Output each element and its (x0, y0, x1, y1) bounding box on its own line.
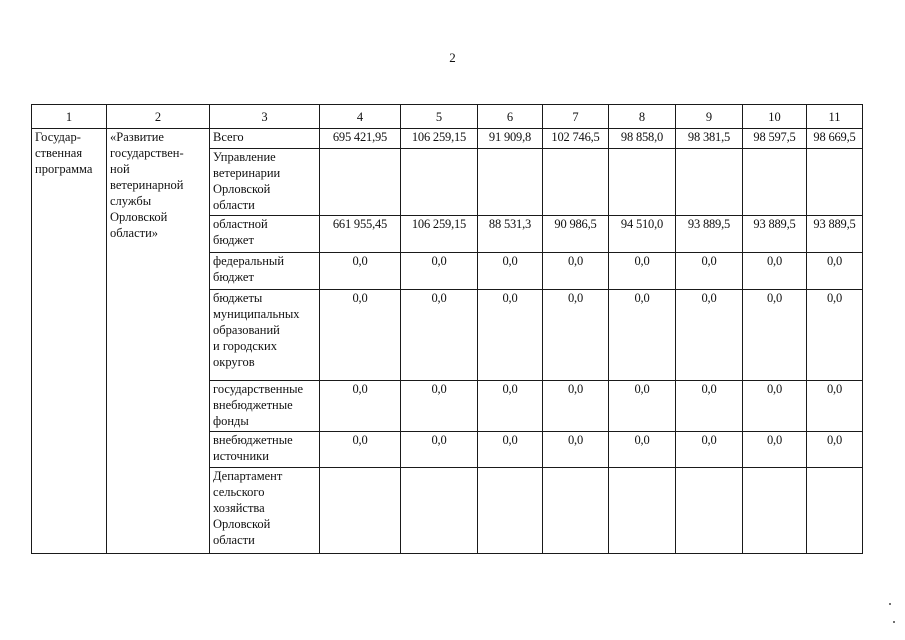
row-label-line: Департамент (213, 469, 283, 483)
value-cell: 0,0 (478, 290, 543, 381)
value-cell: 0,0 (807, 290, 863, 381)
program-name-line: области» (110, 226, 159, 240)
row-label-line: области (213, 533, 255, 547)
value-cell: 102 746,5 (543, 129, 609, 149)
value-cell: 98 858,0 (609, 129, 676, 149)
value-cell: 0,0 (478, 253, 543, 290)
program-name-cell (107, 129, 210, 554)
value-cell: 0,0 (743, 381, 807, 432)
value-cell: 0,0 (676, 381, 743, 432)
value-cell: 0,0 (320, 290, 401, 381)
value-cell: 0,0 (543, 290, 609, 381)
row-label-line: Орловской (213, 517, 271, 531)
row-label-line: Орловской (213, 182, 271, 196)
row-label-cell (210, 253, 320, 290)
program-name-line: государствен- (110, 146, 184, 160)
value-cell: 0,0 (543, 432, 609, 468)
value-cell: 0,0 (676, 290, 743, 381)
value-cell: 0,0 (478, 432, 543, 468)
row-label-cell (210, 468, 320, 554)
row-label-line: бюджет (213, 233, 254, 247)
value-cell (609, 468, 676, 554)
value-cell (478, 468, 543, 554)
row-label-line: источники (213, 449, 269, 463)
header-cell: 5 (401, 105, 478, 129)
row-label-line: бюджеты (213, 291, 263, 305)
value-cell (401, 149, 478, 216)
row-label-line: Управление (213, 150, 276, 164)
value-cell: 0,0 (743, 432, 807, 468)
value-cell: 0,0 (609, 253, 676, 290)
budget-table (31, 104, 863, 554)
value-cell: 93 889,5 (743, 216, 807, 253)
value-cell: 0,0 (543, 381, 609, 432)
row-label-line: внебюджетные (213, 433, 293, 447)
table-row (32, 129, 863, 149)
header-cell: 1 (32, 105, 107, 129)
row-label-line: фонды (213, 414, 249, 428)
value-cell (743, 149, 807, 216)
program-name-line: «Развитие (110, 130, 164, 144)
scan-speck (893, 621, 895, 623)
value-cell: 661 955,45 (320, 216, 401, 253)
program-type-cell (32, 129, 107, 554)
program-type-line: Государ- (35, 130, 81, 144)
row-label-line: внебюджетные (213, 398, 293, 412)
value-cell: 0,0 (543, 253, 609, 290)
value-cell (320, 149, 401, 216)
value-cell: 0,0 (807, 381, 863, 432)
row-label-line: сельского (213, 485, 265, 499)
row-label-cell (210, 432, 320, 468)
header-cell: 4 (320, 105, 401, 129)
value-cell (401, 468, 478, 554)
value-cell: 0,0 (609, 432, 676, 468)
row-label-line: хозяйства (213, 501, 265, 515)
value-cell: 0,0 (743, 290, 807, 381)
value-cell: 0,0 (743, 253, 807, 290)
value-cell (609, 149, 676, 216)
value-cell (320, 468, 401, 554)
row-label-line: муниципальных (213, 307, 300, 321)
row-label-line: федеральный (213, 254, 285, 268)
value-cell: 0,0 (676, 253, 743, 290)
header-row (32, 105, 863, 129)
value-cell: 93 889,5 (676, 216, 743, 253)
row-label-line: Всего (213, 130, 244, 144)
value-cell: 98 597,5 (743, 129, 807, 149)
row-label-line: и городских (213, 339, 277, 353)
value-cell: 0,0 (676, 432, 743, 468)
header-cell: 6 (478, 105, 543, 129)
value-cell: 0,0 (320, 381, 401, 432)
value-cell: 0,0 (320, 432, 401, 468)
value-cell: 90 986,5 (543, 216, 609, 253)
value-cell: 0,0 (401, 290, 478, 381)
value-cell: 98 381,5 (676, 129, 743, 149)
row-label-line: областной (213, 217, 268, 231)
header-cell: 7 (543, 105, 609, 129)
value-cell: 91 909,8 (478, 129, 543, 149)
value-cell (543, 468, 609, 554)
header-cell: 8 (609, 105, 676, 129)
value-cell: 106 259,15 (401, 129, 478, 149)
header-cell: 11 (807, 105, 863, 129)
program-name-line: ветеринарной (110, 178, 184, 192)
program-type-line: ственная (35, 146, 83, 160)
value-cell (676, 468, 743, 554)
row-label-cell (210, 290, 320, 381)
row-label-cell (210, 129, 320, 149)
scan-speck (889, 603, 891, 605)
value-cell: 0,0 (609, 381, 676, 432)
row-label-cell (210, 381, 320, 432)
value-cell: 0,0 (478, 381, 543, 432)
value-cell: 695 421,95 (320, 129, 401, 149)
value-cell: 0,0 (807, 432, 863, 468)
row-label-line: образований (213, 323, 280, 337)
header-cell: 2 (107, 105, 210, 129)
value-cell: 106 259,15 (401, 216, 478, 253)
header-cell: 3 (210, 105, 320, 129)
value-cell (807, 468, 863, 554)
row-label-line: государственные (213, 382, 304, 396)
program-name-line: службы (110, 194, 152, 208)
value-cell: 0,0 (401, 432, 478, 468)
row-label-line: бюджет (213, 270, 254, 284)
row-label-line: округов (213, 355, 255, 369)
header-cell: 10 (743, 105, 807, 129)
header-cell: 9 (676, 105, 743, 129)
row-label-line: области (213, 198, 255, 212)
row-label-cell (210, 216, 320, 253)
value-cell: 0,0 (807, 253, 863, 290)
value-cell: 98 669,5 (807, 129, 863, 149)
page-number: 2 (449, 50, 456, 65)
value-cell: 0,0 (320, 253, 401, 290)
value-cell: 0,0 (609, 290, 676, 381)
value-cell (478, 149, 543, 216)
value-cell (676, 149, 743, 216)
value-cell (543, 149, 609, 216)
program-name-line: ной (110, 162, 130, 176)
value-cell (807, 149, 863, 216)
row-label-line: ветеринарии (213, 166, 281, 180)
program-name-line: Орловской (110, 210, 168, 224)
value-cell: 0,0 (401, 381, 478, 432)
value-cell: 93 889,5 (807, 216, 863, 253)
value-cell: 88 531,3 (478, 216, 543, 253)
value-cell (743, 468, 807, 554)
value-cell: 0,0 (401, 253, 478, 290)
program-type-line: программа (35, 162, 93, 176)
value-cell: 94 510,0 (609, 216, 676, 253)
row-label-cell (210, 149, 320, 216)
